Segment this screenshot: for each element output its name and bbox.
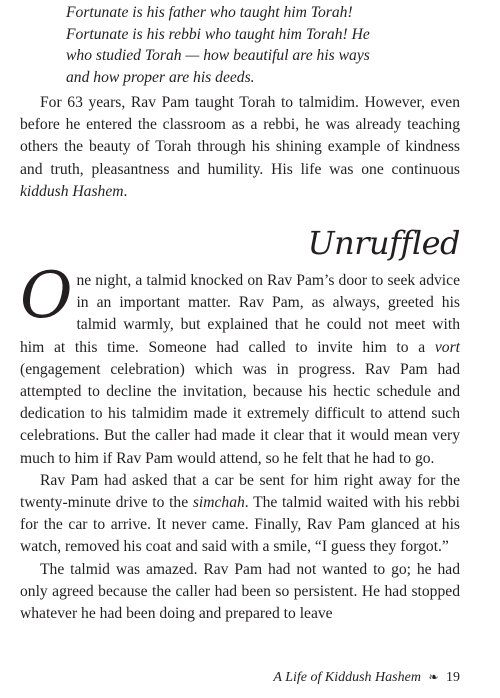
intro-italic-term: kiddush Hashem: [20, 182, 124, 200]
quote-line-4: and how proper are his deeds.: [66, 68, 255, 86]
quote-line-1: Fortunate is his father who taught him Torah!: [66, 4, 353, 21]
page-footer: [273, 668, 460, 687]
story-body: [20, 259, 460, 625]
intro-end: .: [123, 182, 128, 200]
story-p2-text-a: Rav Pam had asked that a car be sent for him right away for the twenty-minute drive to the: [20, 471, 460, 512]
story-p1-text-b: (engagement celebration) which was in progress. Rav Pam had attempted to decline the invitation, because his hectic schedule and dedication to his talmidim made it extremely difficult to attend such celebrations. But the caller had made it clear that it would mean very much to him if Rav Pam would attend, so he felt that he had to go.: [20, 360, 460, 467]
quote-line-2: Fortunate is his rebbi who taught him Torah! He: [66, 25, 370, 43]
fleuron-icon: ❧: [428, 670, 439, 684]
story-p2-italic: simchah: [192, 494, 245, 512]
running-title: A Life of Kiddush Hashem: [273, 670, 421, 685]
page-number: 19: [446, 670, 460, 685]
quote-line-3: who studied Torah — how beautiful are his ways: [66, 47, 370, 64]
story-p1-italic: vort: [434, 338, 460, 356]
section-heading: Unruffled: [307, 224, 460, 262]
drop-cap: O: [20, 259, 73, 333]
intro-paragraph: [20, 92, 460, 203]
story-paragraph-3: The talmid was amazed. Rav Pam had not wanted to go; he had only agreed because the caller had been so persistent. He had stopped whatever he had been doing and prepared to leave: [20, 560, 460, 623]
epigraph-quote: [66, 2, 454, 88]
story-paragraph-2: [20, 470, 460, 559]
story-paragraph-1: [20, 259, 460, 470]
story-p1-text-a: ne night, a talmid knocked on Rav Pam’s door to seek advice in an important matter. Rav Pam, as always, greeted his talmid warmly, but explained that he could not meet with him at this time. Someone had called to invite him to a: [20, 272, 460, 356]
intro-text: For 63 years, Rav Pam taught Torah to talmidim. However, even before he entered the classroom as a rebbi, he was already teaching others the beauty of Torah through his shining example of kindness and truth, pleasantness and humility. His life was one continuous: [20, 94, 460, 178]
story-p2-text-b: . The talmid waited with his rebbi for the car to arrive. It never came. Finally, Rav Pam glanced at his watch, removed his coat and said with a smile, “I guess they forgot.”: [20, 494, 460, 556]
